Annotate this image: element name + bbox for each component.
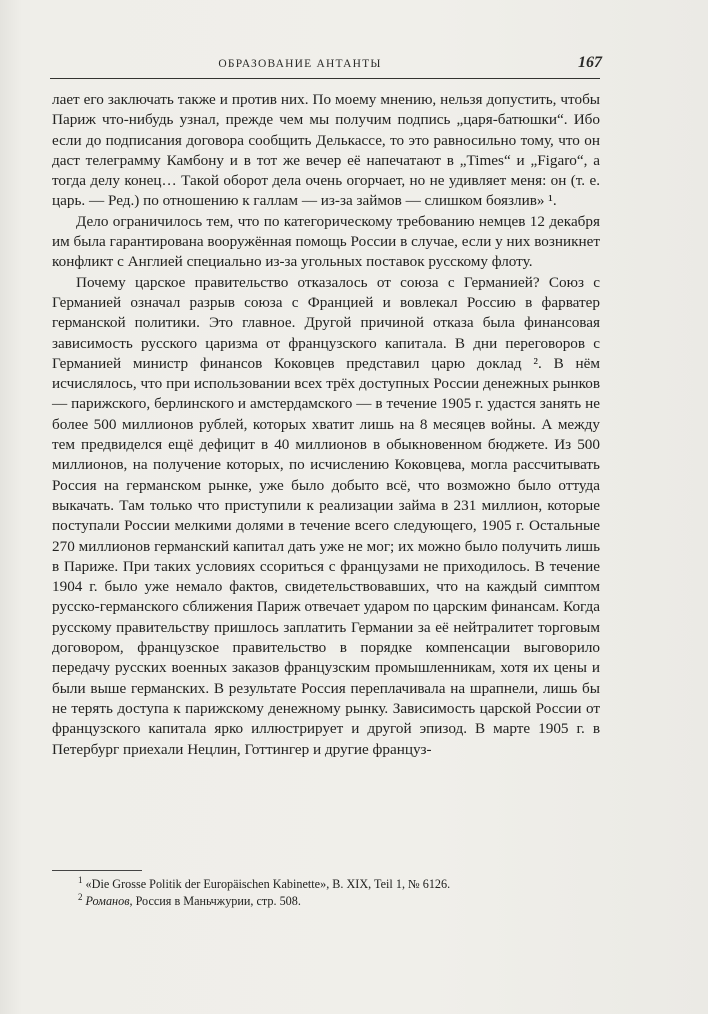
footnote-text: Россия в Маньчжурии, стр. 508.: [132, 894, 301, 908]
running-title: ОБРАЗОВАНИЕ АНТАНТЫ: [218, 58, 382, 70]
paragraph: лает его заключать также и против них. По моему мнению, нельзя допустить, чтобы Париж что-нибудь узнал, прежде чем мы получим подпись „царя-батюшки“. Ибо если до подписания договора сообщить Делькассе, то это равносильно тому, что он даст телеграмму Камбону и в тот же вечер её напечатают в „Times“ и „Figaro“, а тогда делу конец… Такой оборот дела очень огорчает, но не удивляет меня: он (т. е. царь. — Ред.) по отношению к галлам — из-за займов — слишком боязлив» ¹.: [52, 91, 600, 210]
main-text: [52, 90, 600, 760]
footnote-2: [52, 893, 600, 910]
footnote-rule: [52, 870, 142, 871]
paragraph: Почему царское правительство отказалось от союза с Германией? Союз с Германией означал разрыв союза с Францией и вовлекал Россию в фарватер германской политики. Это главное. Другой причиной отказа была финансовая зависимость русского царизма от французского капитала. В дни переговоров с Германией министр финансов Коковцев представил царю доклад ². В нём исчислялось, что при использовании всех трёх доступных России денежных рынков — парижского, берлинского и амстердамского — в течение 1905 г. удастся занять не более 500 миллионов рублей, которых хватит лишь на 8 месяцев войны. А между тем предвиделся ещё дефицит в 40 миллионов в обыкновенном бюджете. Из 500 миллионов, на получение которых, по исчислению Коковцева, могла рассчитывать Россия на германском рынке, уже было добыто всё, что возможно было оттуда выкачать. Там только что приступили к реализации займа в 231 миллион, которые поступали России мелкими долями в течение всего следующего, 1905 г. Остальные 270 миллионов германский капитал дать уже не мог; их можно было получить лишь в Париже. При таких условиях ссориться с французами не приходилось. В течение 1904 г. было уже немало фактов, свидетельствовавших, что на каждый симптом русско-германского сближения Париж отвечает ударом по царским финансам. Когда русскому правительству пришлось заплатить Германии за её нейтралитет торговым договором, французское правительство в порядке компенсации выговорило передачу русских военных заказов французским промышленникам, хотя их цены и были выше германских. В результате Россия переплачивала на шрапнели, лишь бы не терять доступа к парижскому денежному рынку. Зависимость царской России от французского капитала ярко иллюстрирует и другой эпизод. В марте 1905 г. в Петербург приехали Нецлин, Готтингер и другие француз-: [52, 273, 600, 758]
header-rule: [50, 78, 600, 79]
footnote-number: 1: [78, 874, 83, 885]
footnote-text: «Die Grosse Politik der Europäischen Kabinette», B. XIX, Teil 1, № 6126.: [85, 877, 451, 891]
footnotes: [52, 876, 600, 910]
footnote-number: 2: [78, 891, 83, 902]
footnote-author: Романов,: [85, 894, 133, 908]
page-number: 167: [578, 54, 602, 71]
running-head: [50, 54, 610, 74]
paragraph: Дело ограничилось тем, что по категорическому требованию немцев 12 декабря им была гарантирована вооружённая помощь России в случае, если у них возникнет конфликт с Англией специально из-за угольных поставок русскому флоту.: [52, 212, 600, 271]
footnote-1: [52, 876, 600, 893]
